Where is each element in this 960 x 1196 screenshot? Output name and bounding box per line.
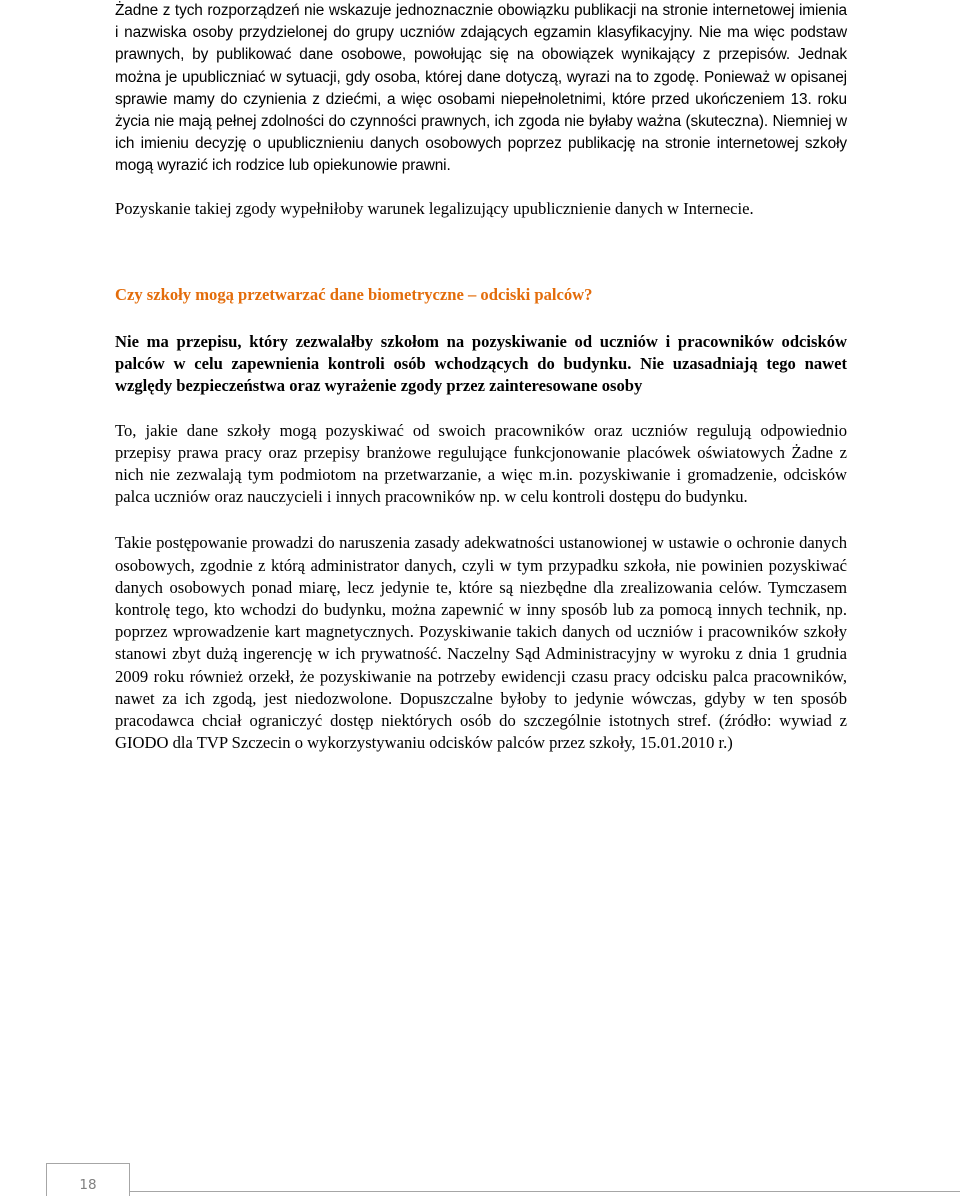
section-heading: Czy szkoły mogą przetwarzać dane biometryczne – odciski palców?: [115, 284, 593, 304]
adequacy-paragraph: Takie postępowanie prowadzi do naruszenia zasady adekwatności ustanowionej w ustawie o ochronie danych osobowych, zgodnie z którą administrator danych, czyli w tym przypadku szkoła, nie powinien pozyskiwać danych osobowych ponad miarę, lecz jedynie te, które są niezbędne dla zrealizowania celów. Tymczasem kontrolę tego, kto wchodzi do budynku, można zapewnić w inny sposób lub za pomocą innych technik, np. poprzez wprowadzenie kart magnetycznych. Pozyskiwanie takich danych od uczniów i pracowników szkoły stanowi zbyt dużą ingerencję w ich prywatność. Naczelny Sąd Administracyjny w wyroku z dnia 1 grudnia 2009 roku również orzekł, że pozyskiwanie na potrzeby ewidencji czasu pracy odcisku palca pracowników, nawet za ich zgodą, jest niedozwolone. Dopuszczalne byłoby to jedynie wówczas, gdyby w ten sposób pracodawca chciał ograniczyć dostęp niektórych osób do szczególnie istotnych stref. (źródło: wywiad z GIODO dla TVP Szczecin o wykorzystywaniu odcisków palców przez szkoły, 15.01.2010 r.): [115, 533, 847, 753]
page-number-box: [46, 1163, 130, 1196]
regulations-paragraph: To, jakie dane szkoły mogą pozyskiwać od swoich pracowników oraz uczniów regulują odpowiednio przepisy prawa pracy oraz przepisy branżowe regulujące funkcjonowanie placówek oświatowych Żadne z nich nie zezwalają tym podmiotom na przetwarzanie, a więc m.in. pozyskiwanie i gromadzenie, odcisków palca uczniów oraz nauczycieli i innych pracowników np. w celu kontroli dostępu do budynku.: [115, 420, 847, 507]
footer-rule: [130, 1191, 960, 1192]
intro-paragraph: Żadne z tych rozporządzeń nie wskazuje jednoznacznie obowiązku publikacji na stronie internetowej imienia i nazwiska osoby przydzielonej do grupy uczniów zdających egzamin klasyfikacyjny. Nie ma więc podstaw prawnych, by publikować dane osobowe, powołując się na obowiązek wynikający z przepisów. Jednak można je upubliczniać w sytuacji, gdy osoba, której dane dotyczą, wyrazi na to zgodę. Ponieważ w opisanej sprawie mamy do czynienia z dziećmi, a więc osobami niepełnoletnimi, które przed ukończeniem 13. roku życia nie mają pełnej zdolności do czynności prawnych, ich zgoda nie byłaby ważna (skuteczna). Niemniej w ich imieniu decyzję o upublicznieniu danych osobowych poprzez publikację na stronie internetowej szkoły mogą wyrazić ich rodzice lub opiekunowie prawni.: [115, 2, 847, 175]
bold-summary-paragraph: Nie ma przepisu, który zezwalałby szkołom na pozyskiwanie od uczniów i pracowników odcisków palców w celu zapewnienia kontroli osób wchodzących do budynku. Nie uzasadniają tego nawet względy bezpieczeństwa oraz wyrażenie zgody przez zainteresowane osoby: [115, 332, 847, 396]
page-content: [115, 0, 847, 754]
consent-paragraph: Pozyskanie takiej zgody wypełniłoby warunek legalizujący upublicznienie danych w Internecie.: [115, 198, 754, 218]
page-number: 18: [79, 1177, 97, 1193]
